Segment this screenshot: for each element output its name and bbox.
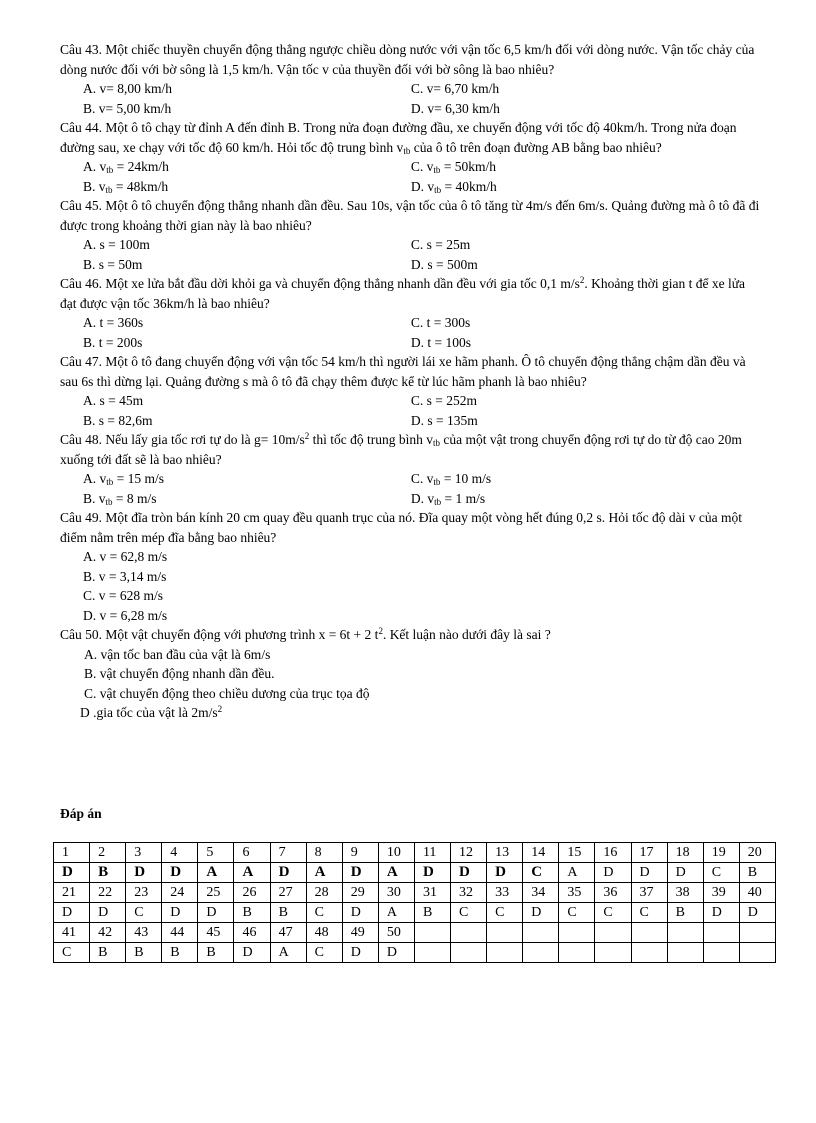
answer-cell: 14 (523, 843, 559, 863)
answer-cell: D (162, 903, 198, 923)
answer-cell: A (559, 863, 595, 883)
answer-cell: 36 (595, 883, 631, 903)
answer-cell: 39 (703, 883, 739, 903)
answer-cell: 48 (306, 923, 342, 943)
answer-cell: D (54, 863, 90, 883)
answer-cell: 13 (487, 843, 523, 863)
answer-cell: 8 (306, 843, 342, 863)
answer-cell: D (270, 863, 306, 883)
answer-cell: D (342, 943, 378, 963)
option-b: B. t = 200s (83, 334, 143, 350)
option-a: A. $v_{tb} = 15$ m/s (83, 471, 165, 487)
option-a: A. s = 100m (83, 237, 150, 252)
answer-title: Đáp án (60, 806, 102, 821)
option-b: B. s = 50m (83, 256, 143, 272)
answer-cell (631, 923, 667, 943)
answer-cell: 4 (162, 843, 198, 863)
question-44 (60, 118, 760, 196)
answer-cell: 43 (126, 923, 162, 943)
answer-cell: C (559, 903, 595, 923)
answer-cell (487, 923, 523, 943)
answer-cell: D (451, 863, 487, 883)
answer-cell: C (306, 943, 342, 963)
answer-header-row (54, 923, 776, 943)
questions-section (60, 40, 760, 723)
answer-row (54, 863, 776, 883)
option-c: C. v = 628 m/s (83, 588, 163, 603)
answer-cell: D (90, 903, 126, 923)
answer-cell: 3 (126, 843, 162, 863)
answer-cell: D (487, 863, 523, 883)
answer-cell: B (162, 943, 198, 963)
option-d: D. $v_{tb} = 1$ m/s (410, 490, 486, 507)
option-d: D. s = 500m (410, 256, 478, 272)
answer-cell: A (306, 863, 342, 883)
question-48 (60, 430, 760, 508)
question-stem: Câu 48. Nếu lấy gia tốc rơi tự do là $g= 10m/s^2$ thì tốc độ trung bình $v_{tb}$ của một vật trong chuyển động rơi tự do từ độ cao 20m xuống tới đất sẽ là bao nhiêu? (60, 431, 742, 467)
answer-table (53, 842, 776, 963)
answer-cell (414, 943, 450, 963)
answer-cell: D (523, 903, 559, 923)
answer-cell: 10 (378, 843, 414, 863)
answer-cell (451, 943, 487, 963)
answer-cell: 19 (703, 843, 739, 863)
answer-cell: 34 (523, 883, 559, 903)
answer-cell: 1 (54, 843, 90, 863)
option-c: C. vật chuyển động theo chiều dương của trục tọa độ (84, 685, 370, 701)
answer-cell: B (270, 903, 306, 923)
answer-cell: B (90, 943, 126, 963)
option-a: A. s = 45m (83, 393, 144, 408)
answer-cell: B (126, 943, 162, 963)
question-stem: Câu 47. Một ô tô đang chuyển động với vận tốc 54 km/h thì người lái xe hãm phanh. Ô tô chuyển động thẳng chậm dần đều và sau 6s thì dừng lại. Quảng đường s mà ô tô đã chạy thêm được kể từ lúc hãm phanh là bao nhiêu? (60, 354, 746, 389)
answer-cell: D (126, 863, 162, 883)
option-d: D. s = 135m (410, 412, 478, 428)
answer-cell: D (198, 903, 234, 923)
option-d: D. v = 6,28 m/s (83, 607, 168, 623)
answer-row (54, 943, 776, 963)
answer-cell: C (631, 903, 667, 923)
answer-cell: 35 (559, 883, 595, 903)
answer-cell: 25 (198, 883, 234, 903)
answer-cell: B (90, 863, 126, 883)
answer-cell (667, 943, 703, 963)
answer-cell: 12 (451, 843, 487, 863)
answer-cell (451, 923, 487, 943)
question-45 (60, 196, 760, 274)
answer-cell (739, 943, 775, 963)
answer-cell: D (631, 863, 667, 883)
question-stem: Câu 49. Một đĩa tròn bán kính 20 cm quay đều quanh trục của nó. Đĩa quay một vòng hết đúng 0,2 s. Hỏi tốc độ dài v của một điểm nằm trên mép đĩa bằng bao nhiêu? (60, 510, 743, 545)
answer-cell: D (703, 903, 739, 923)
answer-cell: 17 (631, 843, 667, 863)
answer-header-row (54, 843, 776, 863)
question-stem: Câu 46. Một xe lửa bắt đầu dời khỏi ga và chuyển động thẳng nhanh dần đều với gia tốc 0,1 $m/s^2$. Khoảng thời gian t để xe lửa đạt được vận tốc 36km/h là bao nhiêu? (60, 275, 746, 311)
answer-cell: D (54, 903, 90, 923)
answer-cell: D (739, 903, 775, 923)
option-b: B. v = 3,14 m/s (83, 568, 167, 584)
answer-cell: 2 (90, 843, 126, 863)
answer-cell: D (342, 903, 378, 923)
answer-cell: B (739, 863, 775, 883)
answer-cell: 28 (306, 883, 342, 903)
answer-cell: A (198, 863, 234, 883)
answer-cell: 31 (414, 883, 450, 903)
answer-cell: D (234, 943, 270, 963)
answer-cell: 33 (487, 883, 523, 903)
answer-cell: 50 (378, 923, 414, 943)
answer-cell: D (342, 863, 378, 883)
answer-cell: C (487, 903, 523, 923)
question-stem: Câu 44. Một ô tô chạy từ đỉnh A đến đỉnh B. Trong nửa đoạn đường đầu, xe chuyển động với tốc độ 40km/h. Trong nửa đoạn đường sau, xe chạy với tốc độ 60 km/h. Hỏi tốc độ trung bình $v_{tb}$ của ô tô trên đoạn đường AB bằng bao nhiêu? (60, 120, 737, 156)
option-b: B. v= 5,00 km/h (83, 100, 172, 116)
question-stem: Câu 50. Một vật chuyển động với phương trình x = 6t + 2 $t^2$. Kết luận nào dưới đây là sai ? (60, 626, 551, 642)
option-c: C. $v_{tb} = 10$ m/s (410, 471, 492, 487)
answer-cell: A (234, 863, 270, 883)
answer-cell: 11 (414, 843, 450, 863)
answer-cell: B (198, 943, 234, 963)
option-a: A. vận tốc ban đầu của vật là 6m/s (84, 646, 271, 662)
answer-cell: 20 (739, 843, 775, 863)
answer-cell: 37 (631, 883, 667, 903)
answer-cell: D (378, 943, 414, 963)
question-43 (60, 40, 760, 118)
answer-cell: D (162, 863, 198, 883)
answer-cell: A (378, 903, 414, 923)
option-c: C. s = 252m (410, 393, 478, 408)
option-b: B. $v_{tb} = 8$ m/s (83, 490, 157, 507)
answer-cell: 26 (234, 883, 270, 903)
question-49 (60, 508, 760, 625)
answer-cell: 9 (342, 843, 378, 863)
answer-cell: A (270, 943, 306, 963)
answer-cell: 6 (234, 843, 270, 863)
answer-cell (559, 943, 595, 963)
answer-cell: C (54, 943, 90, 963)
answer-cell (595, 943, 631, 963)
answer-cell: 29 (342, 883, 378, 903)
answer-cell (739, 923, 775, 943)
answer-cell (487, 943, 523, 963)
answer-cell: D (667, 863, 703, 883)
answer-header-row (54, 883, 776, 903)
answer-cell: A (378, 863, 414, 883)
answer-cell: 41 (54, 923, 90, 943)
answer-cell: 38 (667, 883, 703, 903)
option-b: B. $v_{tb} = 48km/h$ (83, 178, 169, 195)
option-b: B. vật chuyển động nhanh dần đều. (84, 666, 275, 681)
answer-cell: 40 (739, 883, 775, 903)
option-a: A. v= 8,00 km/h (83, 81, 172, 96)
answer-cell: B (234, 903, 270, 923)
option-c: C. v= 6,70 km/h (410, 81, 500, 96)
option-c: C. t = 300s (410, 315, 471, 330)
answer-cell: C (126, 903, 162, 923)
answer-cell (523, 943, 559, 963)
answer-cell: 18 (667, 843, 703, 863)
answer-cell: 5 (198, 843, 234, 863)
option-d: D. $v_{tb} = 40km/h$ (410, 178, 497, 195)
question-46 (60, 274, 760, 352)
answer-cell (703, 943, 739, 963)
answer-cell: 45 (198, 923, 234, 943)
option-d: D. t = 100s (410, 334, 472, 350)
answer-row (54, 903, 776, 923)
option-c: C. s = 25m (410, 237, 471, 252)
option-b: B. s = 82,6m (83, 412, 153, 428)
answer-cell: 44 (162, 923, 198, 943)
answer-cell: C (451, 903, 487, 923)
option-d: D .gia tốc của vật là $2m/s^2$ (80, 704, 223, 720)
answer-cell: D (595, 863, 631, 883)
answer-cell: 47 (270, 923, 306, 943)
question-47 (60, 352, 760, 430)
answer-cell: D (414, 863, 450, 883)
answer-cell (559, 923, 595, 943)
answer-cell: 42 (90, 923, 126, 943)
answer-cell: 49 (342, 923, 378, 943)
option-a: A. t = 360s (83, 315, 144, 330)
answer-cell (631, 943, 667, 963)
option-a: A. $v_{tb} = 24km/h$ (83, 159, 169, 175)
question-stem: Câu 43. Một chiếc thuyền chuyển động thẳng ngược chiều dòng nước với vận tốc 6,5 km/h đối với dòng nước. Vận tốc chảy của dòng nước đối với bờ sông là 1,5 km/h. Vận tốc v của thuyền đối với bờ sông là bao nhiêu? (60, 42, 755, 77)
answer-cell: 22 (90, 883, 126, 903)
question-stem: Câu 45. Một ô tô chuyển động thẳng nhanh dần đều. Sau 10s, vận tốc của ô tô tăng từ 4m/s đến 6m/s. Quảng đường mà ô tô đã đi được trong khoảng thời gian này là bao nhiêu? (60, 198, 760, 233)
answer-cell: 21 (54, 883, 90, 903)
answer-cell (523, 923, 559, 943)
answer-cell (595, 923, 631, 943)
answer-cell: 32 (451, 883, 487, 903)
answer-cell: B (667, 903, 703, 923)
option-a: A. v = 62,8 m/s (83, 549, 168, 564)
option-c: C. $v_{tb} = 50km/h$ (410, 159, 497, 175)
answer-cell: 16 (595, 843, 631, 863)
answer-cell: 15 (559, 843, 595, 863)
answer-cell: 23 (126, 883, 162, 903)
answer-cell (703, 923, 739, 943)
answer-cell: 30 (378, 883, 414, 903)
answer-cell: C (523, 863, 559, 883)
answer-cell: 7 (270, 843, 306, 863)
answer-cell: 27 (270, 883, 306, 903)
answer-cell: C (703, 863, 739, 883)
answer-cell: 24 (162, 883, 198, 903)
answer-cell: 46 (234, 923, 270, 943)
answer-cell: B (414, 903, 450, 923)
answer-cell: C (595, 903, 631, 923)
option-d: D. v= 6,30 km/h (410, 100, 500, 116)
question-50 (60, 625, 760, 723)
answer-cell (414, 923, 450, 943)
answer-cell: C (306, 903, 342, 923)
answer-cell (667, 923, 703, 943)
